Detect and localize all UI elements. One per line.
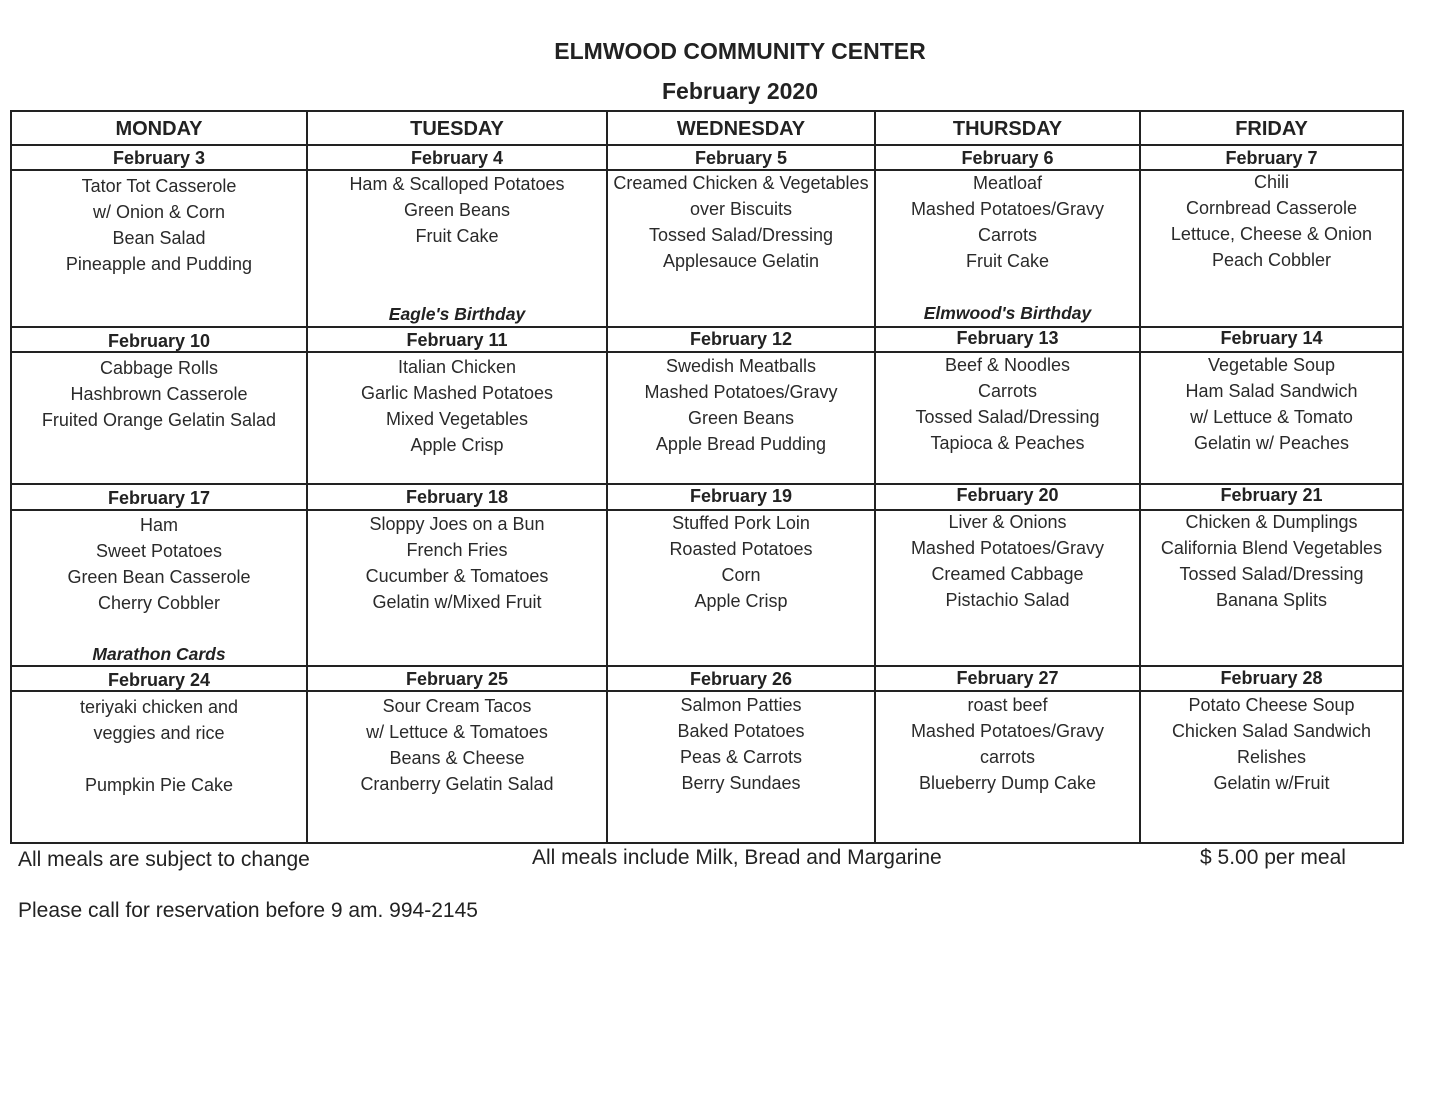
menu-item [12,746,306,772]
price-label: $ 5.00 per meal [1200,846,1346,869]
page-subtitle: February 2020 [662,78,818,104]
menu-item: Banana Splits [1215,590,1328,610]
date-label: February 24 [107,670,211,690]
menu-item: Gelatin w/Fruit [1213,773,1330,793]
menu-item: Fruited Orange Gelatin Salad [41,410,277,430]
menu-item: Ham Salad Sandwich [1185,381,1358,401]
menu-item: Mashed Potatoes/Gravy [910,199,1105,219]
menu-item: Peach Cobbler [1211,250,1332,270]
date-label: February 4 [410,148,504,168]
menu-items [608,170,874,274]
menu-item: Green Beans [403,200,511,220]
menu-item: Sweet Potatoes [95,541,223,561]
date-label: February 13 [956,328,1059,348]
menu-item: Gelatin w/Mixed Fruit [372,592,542,612]
menu-item: Chili [1253,172,1289,192]
menu-item: Liver & Onions [948,512,1067,532]
event-note: Eagle's Birthday [388,304,526,324]
menu-item: Hashbrown Casserole [70,384,248,404]
menu-item: Cabbage Rolls [99,358,219,378]
menu-items [876,170,1139,274]
menu-item: Pumpkin Pie Cake [84,775,234,795]
menu-item: Beef & Noodles [944,355,1071,375]
menu-item: Applesauce Gelatin [662,251,820,271]
menu-item: Ham [139,515,178,535]
menu-item: Baked Potatoes [677,721,805,741]
menu-item: Green Bean Casserole [67,567,251,587]
menu-item: Relishes [1236,747,1307,767]
menu-items [608,353,874,457]
menu-item: Pineapple and Pudding [65,254,253,274]
menu-items [308,354,606,458]
menu-item: Apple Crisp [694,591,788,611]
menu-item: Meatloaf [972,173,1043,193]
menu-calendar [10,110,1404,844]
menu-items [1141,692,1402,796]
date-label: February 26 [689,669,793,689]
menu-item: Green Beans [687,408,795,428]
date-label: February 3 [112,148,206,168]
menu-item: w/ Onion & Corn [92,202,226,222]
menu-item: Cornbread Casserole [1185,198,1358,218]
date-label: February 11 [406,330,508,350]
menu-item: Sour Cream Tacos [382,696,532,716]
menu-item: Cucumber & Tomatoes [365,566,549,586]
menu-item: Berry Sundaes [681,773,801,793]
menu-item: Mixed Vegetables [385,409,529,429]
date-label: February 12 [689,329,793,349]
menu-item: Italian Chicken [397,357,517,377]
date-label: February 18 [405,487,509,507]
includes-notice: All meals include Milk, Bread and Margarine [532,846,942,869]
menu-items [308,171,606,249]
date-label: February 7 [1225,148,1318,168]
menu-items [876,352,1139,456]
menu-item: Tossed Salad/Dressing [1179,564,1364,584]
date-label: February 27 [956,668,1059,688]
date-label: February 17 [107,488,211,508]
menu-items [1141,352,1402,456]
menu-item: over Biscuits [689,199,793,219]
menu-item: Carrots [977,225,1037,245]
menu-item: carrots [979,747,1035,767]
menu-items [608,692,874,796]
menu-item: Lettuce, Cheese & Onion [1170,224,1373,244]
date-label: February 20 [956,485,1059,505]
menu-item: Gelatin w/ Peaches [1193,433,1350,453]
menu-item: Mashed Potatoes/Gravy [644,382,838,402]
menu-item: Chicken Salad Sandwich [1171,721,1372,741]
date-label: February 28 [1220,668,1323,688]
menu-item: Bean Salad [112,228,206,248]
menu-item: Swedish Meatballs [665,356,817,376]
menu-item: Mashed Potatoes/Gravy [910,721,1105,741]
day-header-wednesday: WEDNESDAY [676,118,806,140]
date-label: February 5 [694,148,788,168]
menu-items [308,511,606,615]
menu-item: Tossed Salad/Dressing [915,407,1100,427]
menu-item: Tator Tot Casserole [81,176,237,196]
menu-item: California Blend Vegetables [1160,538,1383,558]
date-label: February 14 [1220,328,1323,348]
menu-item: Garlic Mashed Potatoes [360,383,554,403]
menu-item: w/ Lettuce & Tomato [1190,407,1353,427]
menu-item: teriyaki chicken and [79,697,239,717]
menu-item: Ham & Scalloped Potatoes [349,174,565,194]
menu-item: Fruit Cake [965,251,1050,271]
date-label: February 25 [405,669,509,689]
event-note: Marathon Cards [92,644,226,664]
menu-item: Cranberry Gelatin Salad [360,774,554,794]
menu-items [12,694,306,798]
menu-item: Mashed Potatoes/Gravy [910,538,1105,558]
menu-item: Cherry Cobbler [97,593,221,613]
reservation-notice: Please call for reservation before 9 am. 994-2145 [18,899,478,922]
menu-items [1141,509,1402,613]
menu-item: veggies and rice [93,723,225,743]
date-label: February 10 [107,331,211,351]
menu-item: French Fries [406,540,508,560]
menu-items [1141,169,1402,273]
day-header-tuesday: TUESDAY [410,118,504,140]
menu-item: Potato Cheese Soup [1188,695,1355,715]
day-header-monday: MONDAY [115,118,203,140]
menu-item: Peas & Carrots [679,747,803,767]
menu-item: Creamed Chicken & Vegetables [613,173,869,193]
menu-items [608,510,874,614]
day-header-thursday: THURSDAY [952,118,1063,140]
menu-item: Sloppy Joes on a Bun [369,514,545,534]
menu-item: Corn [721,565,761,585]
menu-item: Pistachio Salad [945,590,1070,610]
menu-item: Fruit Cake [415,226,499,246]
menu-item: Beans & Cheese [389,748,525,768]
menu-item: Roasted Potatoes [669,539,813,559]
date-label: February 6 [961,148,1054,168]
menu-item: Salmon Patties [680,695,802,715]
menu-item: roast beef [967,695,1048,715]
menu-items [12,173,306,277]
menu-item: Stuffed Pork Loin [672,513,810,533]
menu-items [876,692,1139,796]
menu-item: Chicken & Dumplings [1185,512,1358,532]
menu-items [308,693,606,797]
page-title: ELMWOOD COMMUNITY CENTER [554,38,926,64]
menu-items [12,512,306,616]
menu-item: Apple Bread Pudding [655,434,827,454]
menu-item: w/ Lettuce & Tomatoes [366,722,548,742]
menu-item: Tapioca & Peaches [930,433,1085,453]
menu-items [12,355,306,433]
event-note: Elmwood's Birthday [923,303,1092,323]
menu-item: Carrots [977,381,1037,401]
menu-item: Apple Crisp [410,435,504,455]
date-label: February 21 [1220,485,1323,505]
day-header-friday: FRIDAY [1235,118,1308,140]
menu-item: Tossed Salad/Dressing [648,225,834,245]
date-label: February 19 [689,486,793,506]
menu-item: Vegetable Soup [1207,355,1336,375]
menu-item: Blueberry Dump Cake [918,773,1097,793]
menu-item: Creamed Cabbage [931,564,1084,584]
change-notice: All meals are subject to change [18,848,310,871]
menu-items [876,509,1139,613]
